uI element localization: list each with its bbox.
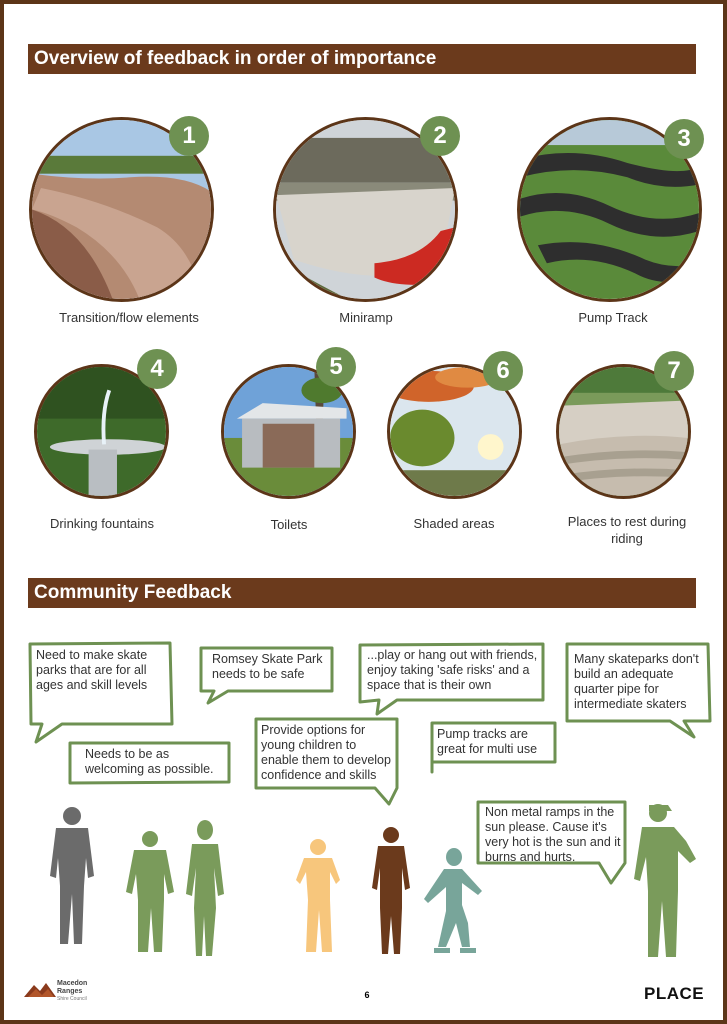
speech-bubble-6 xyxy=(253,716,401,806)
rank-badge-7: 7 xyxy=(654,351,694,391)
speech-bubble-7 xyxy=(429,720,559,774)
rank-badge-1: 1 xyxy=(169,116,209,156)
caption-toilets: Toilets xyxy=(270,517,308,532)
caption-drinking-fountains: Drinking fountains xyxy=(49,516,155,531)
quote-4-text: Many skateparks don't build an adequate quarter pipe for intermediate skaters xyxy=(574,652,699,711)
overview-heading: Overview of feedback in order of importance xyxy=(28,44,696,74)
quote-5-text: Needs to be as welcoming as possible. xyxy=(85,747,214,776)
quote-2-text: Romsey Skate Park needs to be safe xyxy=(212,652,323,681)
council-logo xyxy=(24,977,94,1007)
rank-badge-5: 5 xyxy=(316,347,356,387)
caption-pump-track: Pump Track xyxy=(578,310,648,325)
skater-silhouette-teal xyxy=(420,847,490,957)
page-number: 6 xyxy=(364,990,370,1000)
speech-bubble-2 xyxy=(198,645,336,705)
teen-silhouette-brown xyxy=(370,826,412,956)
quote-3-text: ...play or hang out with friends, enjoy taking 'safe risks' and a space that is their own xyxy=(367,648,538,692)
speech-bubble-3 xyxy=(357,642,547,716)
council-name: Macedon Ranges xyxy=(57,980,88,995)
speech-bubble-8 xyxy=(475,799,630,885)
man-silhouette-green xyxy=(122,830,180,954)
quote-6-text: Provide options for young children to enable them to develop confidence and skills xyxy=(261,723,391,782)
place-logo: PLACE xyxy=(644,984,705,1003)
caption-miniramp: Miniramp xyxy=(339,310,393,325)
man-silhouette-grey xyxy=(44,806,100,946)
speech-bubble-5 xyxy=(67,740,233,786)
rank-badge-6: 6 xyxy=(483,351,523,391)
man-cap-silhouette-green xyxy=(634,801,704,961)
community-heading: Community Feedback xyxy=(28,578,696,608)
caption-transition-flow: Transition/flow elements xyxy=(59,310,199,325)
child-silhouette-yellow xyxy=(292,838,344,954)
speech-bubble-1 xyxy=(26,640,176,744)
quote-7-text: Pump tracks are great for multi use xyxy=(437,727,538,756)
caption-places-to-rest: Places to rest during riding xyxy=(567,514,687,546)
speech-bubble-4 xyxy=(564,641,714,739)
caption-shaded-areas: Shaded areas xyxy=(413,516,495,531)
rank-badge-2: 2 xyxy=(420,116,460,156)
mountain-logo-icon xyxy=(24,981,56,999)
rank-badge-3: 3 xyxy=(664,119,704,159)
quote-1-text: Need to make skate parks that are for all ages and skill levels xyxy=(36,648,148,692)
quote-8-text: Non metal ramps in the sun please. Cause it's very hot is the sun and it burns and hurts. xyxy=(485,805,621,864)
woman-silhouette-green xyxy=(182,818,228,958)
rank-badge-4: 4 xyxy=(137,349,177,389)
council-sub: Shire Council xyxy=(57,996,87,1002)
